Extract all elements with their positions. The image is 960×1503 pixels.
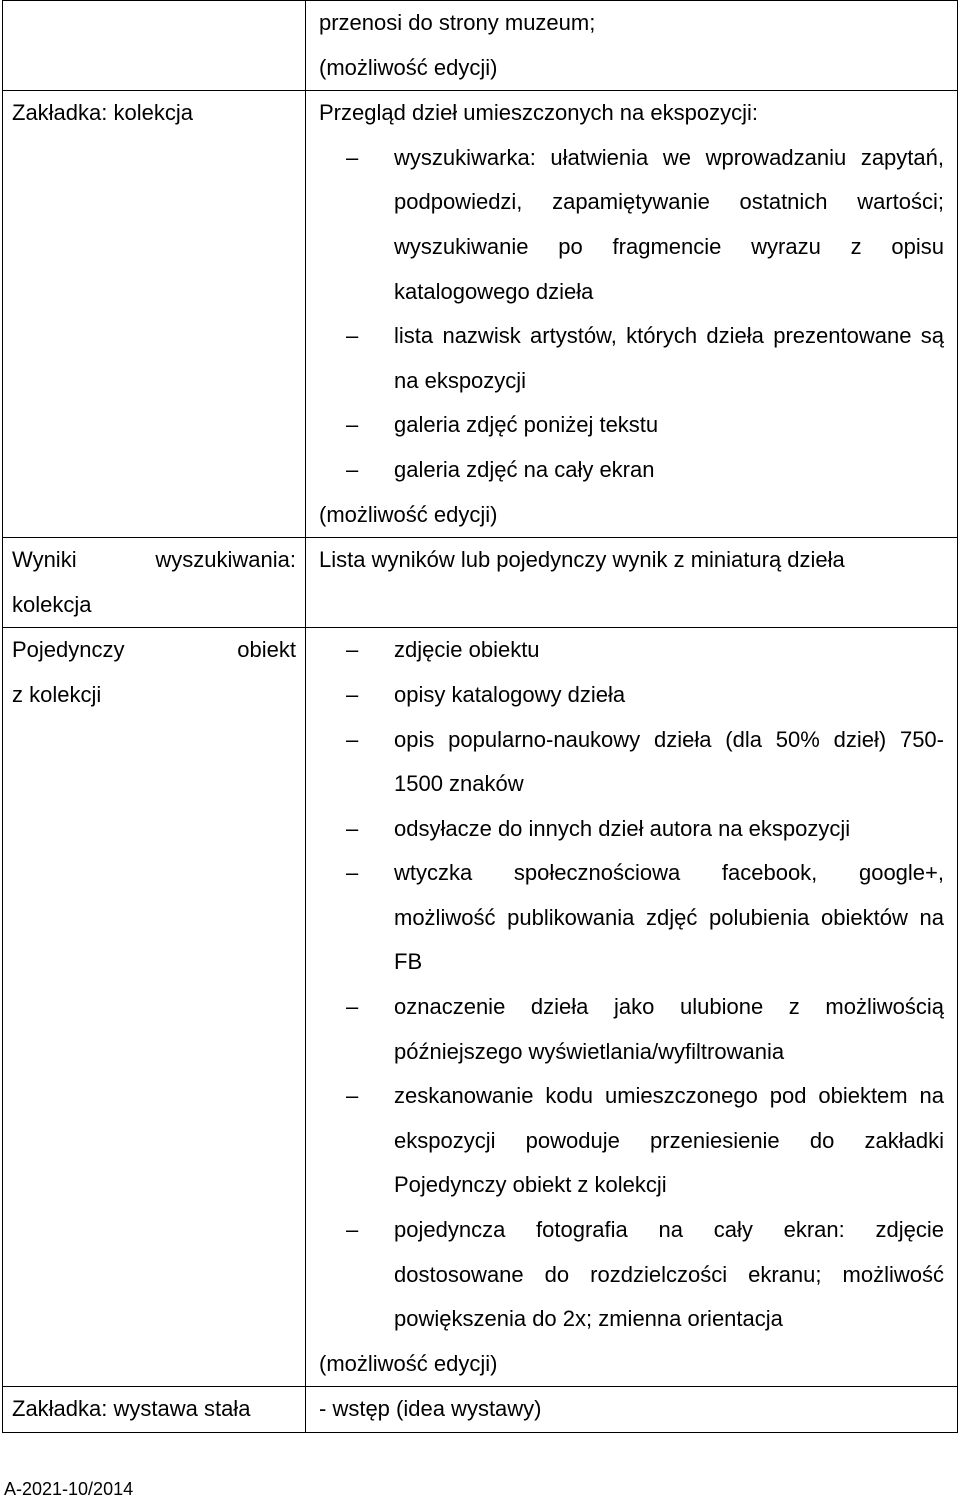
table-row	[3, 1, 958, 91]
bullet-list	[319, 628, 944, 1342]
table-row	[3, 91, 958, 538]
dash-bullet: –	[346, 412, 359, 438]
content-line: - wstęp (idea wystawy)	[319, 1396, 542, 1422]
row-label-part: obiekt	[237, 637, 296, 663]
list-item-text: wyszukiwarka: ułatwienia we wprowadzaniu zapytań, podpowiedzi, zapamiętywanie ostatnich wartości; wyszukiwanie po fragmencie wyrazu z opisu katalogowego dzieła	[394, 144, 944, 304]
list-item	[319, 136, 944, 314]
dash-bullet: –	[346, 456, 359, 482]
dash-bullet: –	[346, 637, 359, 663]
list-item-text: galeria zdjęć poniżej tekstu	[394, 412, 659, 438]
list-item	[319, 985, 944, 1074]
list-item-text: odsyłacze do innych dzieł autora na ekspozycji	[394, 815, 851, 841]
table-row	[3, 538, 958, 628]
dash-bullet: –	[346, 860, 359, 886]
list-item-text: oznaczenie dzieła jako ulubione z możliwością późniejszego wyświetlania/wyfiltrowania	[394, 994, 944, 1064]
row-content-cell	[306, 1387, 958, 1433]
list-item	[319, 403, 944, 448]
dash-bullet: –	[346, 681, 359, 707]
row-content-cell	[306, 91, 958, 538]
list-item-text: opis popularno-naukowy dzieła (dla 50% dzieł) 750-1500 znaków	[394, 726, 944, 797]
list-item	[319, 314, 944, 403]
list-item-text: galeria zdjęć na cały ekran	[394, 456, 655, 482]
row-label-cell	[3, 538, 306, 628]
list-item	[319, 807, 944, 852]
list-item	[319, 1074, 944, 1208]
list-item-text: opisy katalogowy dzieła	[394, 681, 626, 707]
row-label-part: Wyniki	[12, 547, 77, 573]
list-item-text: lista nazwisk artystów, których dzieła prezentowane są na ekspozycji	[394, 323, 944, 393]
row-label-part: Pojedynczy	[12, 637, 125, 663]
list-item	[319, 1208, 944, 1342]
table-row	[3, 1387, 958, 1433]
row-label-cell	[3, 91, 306, 538]
edit-note: (możliwość edycji)	[319, 1350, 498, 1376]
list-item	[319, 851, 944, 985]
row-label	[12, 628, 296, 673]
row-content-cell	[306, 1, 958, 91]
dash-bullet: –	[346, 994, 359, 1020]
edit-note: (możliwość edycji)	[319, 54, 498, 80]
row-label-part: wyszukiwania:	[155, 547, 296, 573]
dash-bullet: –	[346, 1217, 359, 1243]
list-item-text: pojedyncza fotografia na cały ekran: zdjęcie dostosowane do rozdzielczości ekranu; możliwość powiększenia do 2x; zmienna orientacja	[394, 1217, 944, 1332]
row-label-part: z kolekcji	[12, 681, 102, 707]
list-item	[319, 628, 944, 673]
bullet-list	[319, 136, 944, 493]
row-label	[12, 538, 296, 583]
row-content-cell	[306, 538, 958, 628]
row-label-cell	[3, 1, 306, 91]
dash-bullet: –	[346, 815, 359, 841]
row-label-cell	[3, 628, 306, 1387]
list-item-text: zeskanowanie kodu umieszczonego pod obiektem na ekspozycji powoduje przeniesienie do zakładki Pojedynczy obiekt z kolekcji	[394, 1083, 944, 1198]
edit-note: (możliwość edycji)	[319, 501, 498, 527]
list-item-text: zdjęcie obiektu	[394, 637, 540, 663]
list-item	[319, 448, 944, 493]
document-code: A-2021-10/2014	[4, 1479, 134, 1499]
content-intro: Przegląd dzieł umieszczonych na ekspozycji:	[319, 100, 758, 126]
list-item	[319, 718, 944, 807]
dash-bullet: –	[346, 1083, 359, 1109]
dash-bullet: –	[346, 144, 359, 170]
table-row	[3, 628, 958, 1387]
row-label-cell	[3, 1387, 306, 1433]
content-line: przenosi do strony muzeum;	[319, 10, 596, 35]
row-label: Zakładka: wystawa stała	[12, 1396, 251, 1422]
content-line: Lista wyników lub pojedynczy wynik z miniaturą dzieła	[319, 547, 845, 573]
dash-bullet: –	[346, 323, 359, 349]
row-label: Zakładka: kolekcja	[12, 100, 193, 126]
list-item-text: wtyczka społecznościowa facebook, google+, możliwość publikowania zdjęć polubienia obiektów na FB	[394, 860, 944, 975]
dash-bullet: –	[346, 726, 359, 752]
row-content-cell	[306, 628, 958, 1387]
list-item	[319, 673, 944, 718]
row-label-part: kolekcja	[12, 591, 92, 617]
specification-table	[2, 0, 958, 1433]
